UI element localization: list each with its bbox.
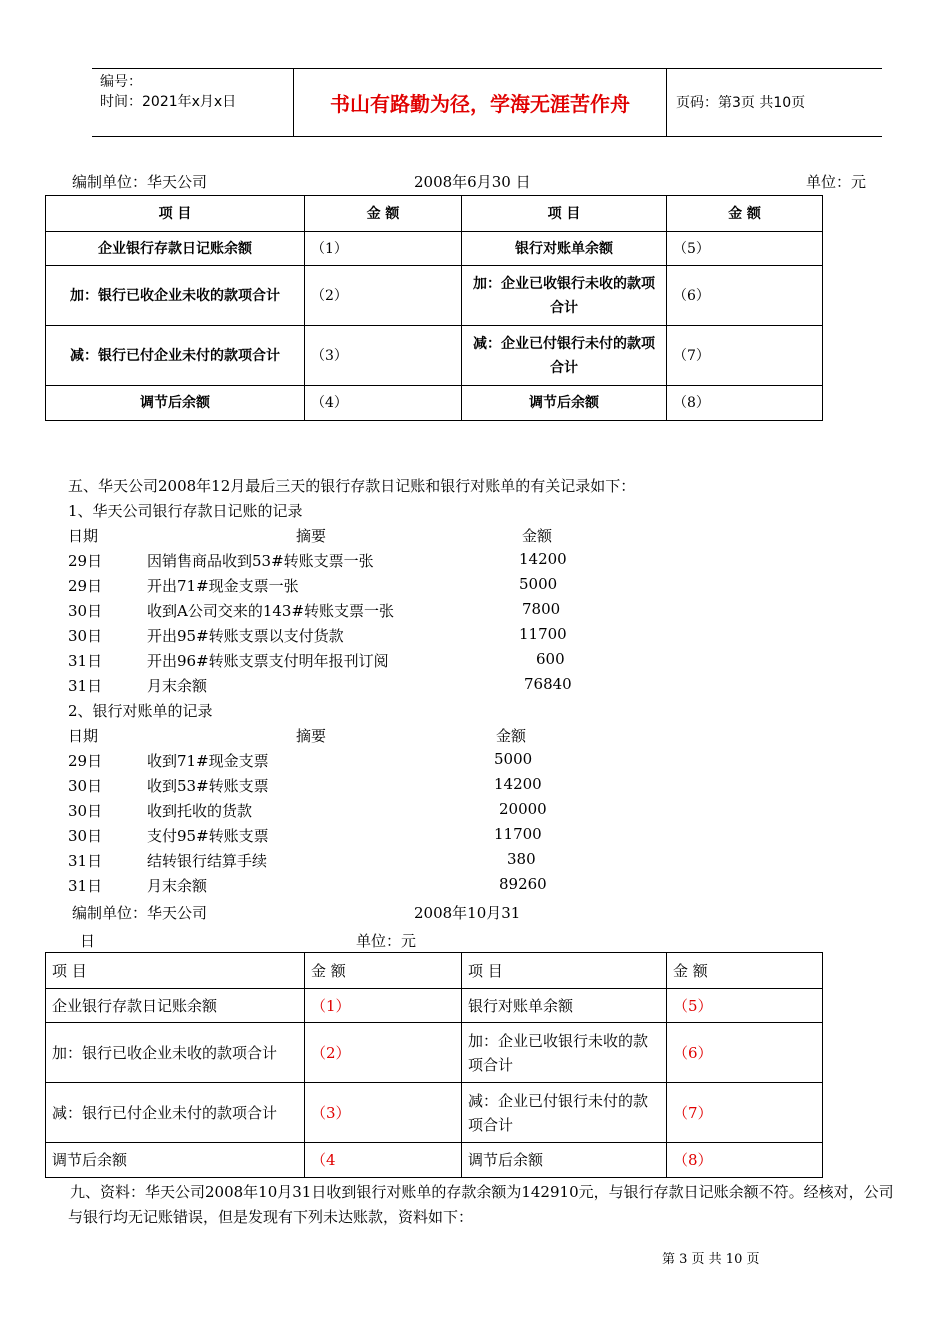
- table2-unit: 编制单位：华天公司: [72, 904, 208, 922]
- table-cell: （2）: [305, 1023, 462, 1083]
- table-row: [46, 266, 823, 326]
- list-item-summary: 开出95#转账支票以支付货款: [147, 627, 344, 645]
- table-header-row: [46, 196, 823, 232]
- table-header-cell: 项 目: [462, 953, 667, 989]
- table-cell: （3）: [305, 326, 462, 386]
- list-item-amount: 11700: [494, 825, 542, 843]
- table2-currency: 单位：元: [356, 932, 417, 950]
- section5-part2-title: 2、银行对账单的记录: [68, 702, 213, 720]
- list-item-amount: 5000: [519, 575, 558, 593]
- list-item-date: 31日: [68, 652, 103, 670]
- header-motto: 书山有路勤为径，学海无涯苦作舟: [330, 92, 630, 116]
- list-item-amount: 600: [536, 650, 565, 668]
- table-cell: 加：企业已收银行未收的款项合计: [462, 1023, 667, 1083]
- table-cell: 企业银行存款日记账余额: [46, 232, 305, 266]
- list-item-date: 30日: [68, 627, 103, 645]
- list-item-summary: 开出96#转账支票支付明年报刊订阅: [147, 652, 389, 670]
- table-cell: （7）: [667, 1083, 823, 1143]
- header-divider: [666, 68, 667, 136]
- page-footer: 第 3 页 共 10 页: [662, 1252, 760, 1267]
- list-item-amount: 89260: [499, 875, 547, 893]
- table-cell: 银行对账单余额: [462, 232, 667, 266]
- list-item-amount: 11700: [519, 625, 567, 643]
- table-cell: （4）: [305, 386, 462, 421]
- table2-date: 2008年10月31: [414, 904, 521, 922]
- list-item-summary: 月末余额: [147, 677, 208, 695]
- list-item-amount: 14200: [519, 550, 567, 568]
- list-item-summary: 结转银行结算手续: [147, 852, 268, 870]
- table-row: [46, 1023, 823, 1083]
- table-cell: 减：企业已付银行未付的款项合计: [462, 326, 667, 386]
- table-cell: 银行对账单余额: [462, 989, 667, 1023]
- col-date-header: 日期: [68, 727, 99, 745]
- list-item-amount: 76840: [524, 675, 572, 693]
- table-cell: （8）: [667, 1143, 823, 1178]
- col-amount-header: 金额: [522, 527, 553, 545]
- table-row: [46, 989, 823, 1023]
- table-cell: 调节后余额: [46, 386, 305, 421]
- header-page: 页码：第3页 共10页: [676, 95, 806, 111]
- col-summary-header: 摘要: [296, 727, 327, 745]
- list-item-date: 30日: [68, 827, 103, 845]
- table-row: [46, 326, 823, 386]
- table-cell: 减：银行已付企业未付的款项合计: [46, 1083, 305, 1143]
- table-cell: （2）: [305, 266, 462, 326]
- list-item-date: 31日: [68, 877, 103, 895]
- table1-date: 2008年6月30 日: [414, 173, 531, 191]
- table-cell: （6）: [667, 1023, 823, 1083]
- table-cell: （6）: [667, 266, 823, 326]
- table-cell: 调节后余额: [462, 1143, 667, 1178]
- table-header-cell: 金 额: [667, 953, 823, 989]
- table-cell: 减：银行已付企业未付的款项合计: [46, 326, 305, 386]
- list-item-date: 29日: [68, 752, 103, 770]
- reconciliation-table-2: [45, 952, 823, 1178]
- table-cell: （4: [305, 1143, 462, 1178]
- table-row: [46, 1083, 823, 1143]
- list-item-date: 30日: [68, 802, 103, 820]
- table-header-cell: 项 目: [462, 196, 667, 232]
- table-header-cell: 项 目: [46, 196, 305, 232]
- header-bottom-rule: [92, 136, 882, 137]
- table-header-cell: 项 目: [46, 953, 305, 989]
- table-cell: 加：银行已收企业未收的款项合计: [46, 266, 305, 326]
- reconciliation-table-1: [45, 195, 823, 421]
- header-meta: [100, 72, 236, 112]
- table-header-cell: 金 额: [305, 196, 462, 232]
- list-item-date: 31日: [68, 852, 103, 870]
- list-item-date: 30日: [68, 602, 103, 620]
- table-row: [46, 386, 823, 421]
- list-item-summary: 收到53#转账支票: [147, 777, 269, 795]
- table1-unit: 编制单位：华天公司: [72, 173, 208, 191]
- list-item-summary: 收到托收的货款: [147, 802, 253, 820]
- table-cell: （5）: [667, 989, 823, 1023]
- list-item-date: 31日: [68, 677, 103, 695]
- header-number: 编号：: [100, 74, 142, 90]
- table-cell: 加：银行已收企业未收的款项合计: [46, 1023, 305, 1083]
- header-time: 时间：2021年x月x日: [100, 94, 237, 110]
- table1-currency: 单位：元: [806, 173, 867, 191]
- table-cell: 企业银行存款日记账余额: [46, 989, 305, 1023]
- table-row: [46, 1143, 823, 1178]
- table-row: [46, 232, 823, 266]
- table-cell: （7）: [667, 326, 823, 386]
- table-cell: 减：企业已付银行未付的款项合计: [462, 1083, 667, 1143]
- table-cell: （1）: [305, 989, 462, 1023]
- table-header-cell: 金 额: [305, 953, 462, 989]
- list-item-amount: 20000: [499, 800, 547, 818]
- col-amount-header: 金额: [496, 727, 527, 745]
- table-cell: （8）: [667, 386, 823, 421]
- list-item-date: 29日: [68, 552, 103, 570]
- list-item-amount: 380: [507, 850, 536, 868]
- col-date-header: 日期: [68, 527, 99, 545]
- section5-intro: 五、华天公司2008年12月最后三天的银行存款日记账和银行对账单的有关记录如下：: [68, 477, 636, 495]
- table-cell: 调节后余额: [462, 386, 667, 421]
- table-header-row: [46, 953, 823, 989]
- list-item-summary: 收到A公司交来的143#转账支票一张: [147, 602, 395, 620]
- list-item-amount: 7800: [522, 600, 561, 618]
- list-item-summary: 开出71#现金支票一张: [147, 577, 299, 595]
- table-cell: 加：企业已收银行未收的款项合计: [462, 266, 667, 326]
- section5-part1-title: 1、华天公司银行存款日记账的记录: [68, 502, 303, 520]
- list-item-amount: 5000: [494, 750, 533, 768]
- list-item-summary: 收到71#现金支票: [147, 752, 269, 770]
- list-item-summary: 月末余额: [147, 877, 208, 895]
- table-cell: （3）: [305, 1083, 462, 1143]
- table-cell: （5）: [667, 232, 823, 266]
- list-item-summary: 因销售商品收到53#转账支票一张: [147, 552, 374, 570]
- table2-day: 日: [80, 932, 96, 950]
- list-item-date: 30日: [68, 777, 103, 795]
- list-item-date: 29日: [68, 577, 103, 595]
- section9-text: 九、资料：华天公司2008年10月31日收到银行对账单的存款余额为142910元，与银行存款日记账余额不符。经核对，公司与银行均无记账错误，但是发现有下列未达账款，资料如下：: [68, 1183, 894, 1226]
- table-cell: 调节后余额: [46, 1143, 305, 1178]
- header-top-rule: [92, 68, 882, 69]
- table-cell: （1）: [305, 232, 462, 266]
- table-header-cell: 金 额: [667, 196, 823, 232]
- list-item-summary: 支付95#转账支票: [147, 827, 269, 845]
- list-item-amount: 14200: [494, 775, 542, 793]
- col-summary-header: 摘要: [296, 527, 327, 545]
